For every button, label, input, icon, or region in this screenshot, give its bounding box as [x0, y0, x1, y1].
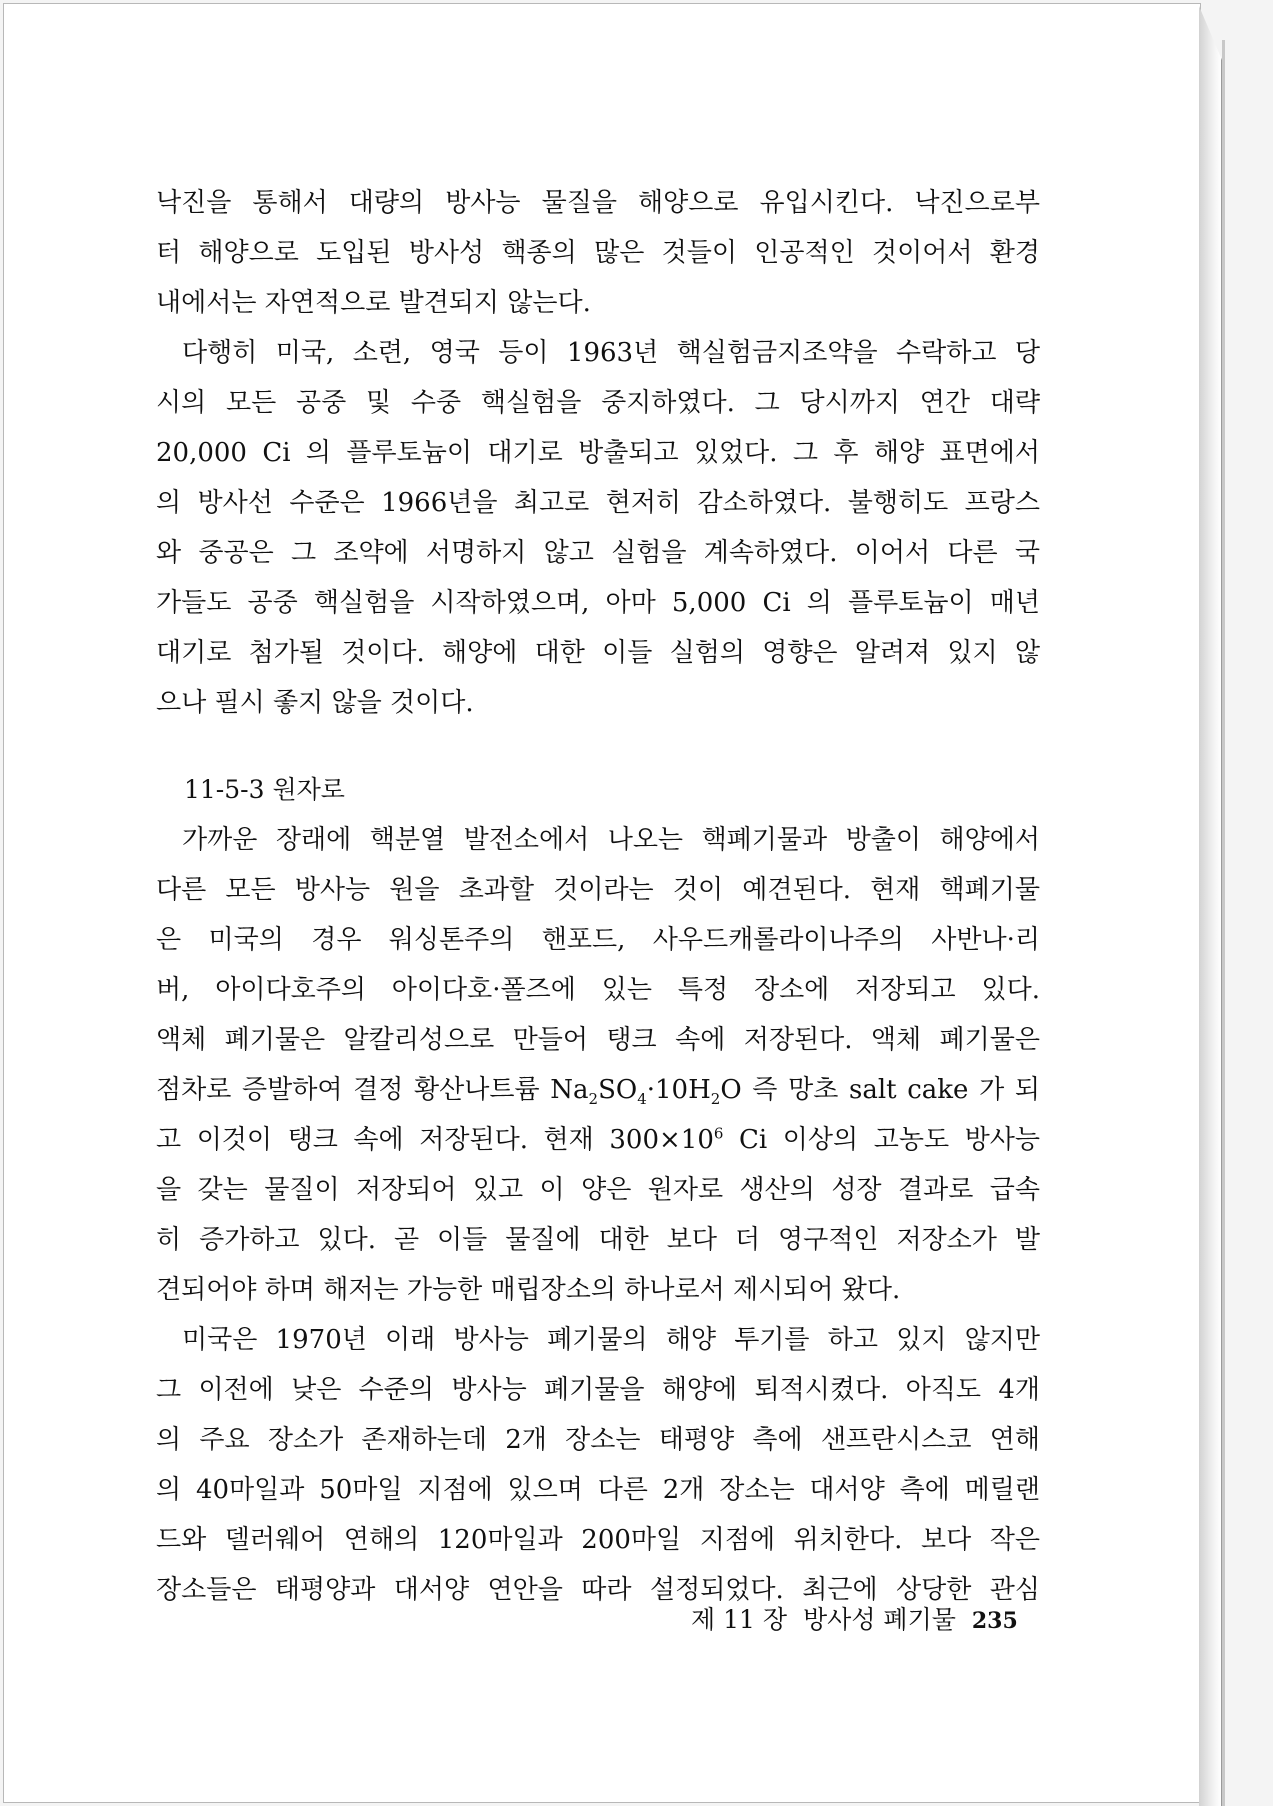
- formula-text: SO: [598, 1075, 638, 1105]
- subscript: 2: [588, 1090, 599, 1109]
- paragraph-4-line: 드와 델러웨어 연해의 120마일과 200마일 지점에 위치한다. 보다 작은: [156, 1525, 1040, 1555]
- paragraph-4-line: 미국은 1970년 이래 방사능 폐기물의 해양 투기를 하고 있지 않지만: [182, 1325, 1040, 1355]
- subscript: 4: [637, 1090, 647, 1109]
- paragraph-2-line: 시의 모든 공중 및 수중 핵실험을 중지하였다. 그 당시까지 연간 대략: [156, 388, 1040, 418]
- paragraph-2-line: 대기로 첨가될 것이다. 해양에 대한 이들 실험의 영향은 알려져 있지 않: [156, 638, 1040, 668]
- page-stack-edge: [1199, 6, 1222, 1806]
- paragraph-4-line: 장소들은 태평양과 대서양 연안을 따라 설정되었다. 최근에 상당한 관심: [156, 1575, 1040, 1605]
- paragraph-4-line: 그 이전에 낮은 수준의 방사능 폐기물을 해양에 퇴적시켰다. 아직도 4개: [156, 1375, 1040, 1405]
- page-number: 235: [971, 1608, 1018, 1634]
- paragraph-1-line: 내에서는 자연적으로 발견되지 않는다.: [156, 288, 591, 318]
- paragraph-2-line: 의 방사선 수준은 1966년을 최고로 현저히 감소하였다. 불행히도 프랑스: [156, 488, 1040, 518]
- chapter-label: 제 11 장: [691, 1605, 788, 1634]
- paragraph-2-line: 가들도 공중 핵실험을 시작하였으며, 아마 5,000 Ci 의 플루토늄이 매년: [156, 588, 1040, 618]
- paragraph-2-line: 와 중공은 그 조약에 서명하지 않고 실험을 계속하였다. 이어서 다른 국: [156, 538, 1040, 568]
- formula-text: 점차로 증발하여 결정 황산나트륨 Na: [156, 1075, 589, 1105]
- paragraph-3-line: 버, 아이다호주의 아이다호·폴즈에 있는 특정 장소에 저장되고 있다.: [156, 975, 1040, 1005]
- paragraph-1-line: 터 해양으로 도입된 방사성 핵종의 많은 것들이 인공적인 것이어서 환경: [156, 238, 1040, 268]
- paragraph-3-line: 은 미국의 경우 워싱톤주의 핸포드, 사우드캐롤라이나주의 사반나·리: [156, 925, 1040, 955]
- page-shadow: [1222, 40, 1225, 1806]
- subscript: 2: [710, 1090, 721, 1109]
- paragraph-3-line: 액체 폐기물은 알칼리성으로 만들어 탱크 속에 저장된다. 액체 폐기물은: [156, 1025, 1040, 1055]
- paragraph-2-line: 20,000 Ci 의 플루토늄이 대기로 방출되고 있었다. 그 후 해양 표면에서: [156, 438, 1040, 468]
- exponent-text: 고 이것이 탱크 속에 저장된다. 현재 300×10: [156, 1125, 714, 1155]
- paragraph-2-line: 다행히 미국, 소련, 영국 등이 1963년 핵실험금지조약을 수락하고 당: [182, 338, 1040, 368]
- paragraph-4-line: 의 주요 장소가 존재하는데 2개 장소는 태평양 측에 샌프란시스코 연해: [156, 1425, 1040, 1455]
- exponent-text: Ci 이상의 고농도 방사능: [723, 1125, 1040, 1155]
- paragraph-3-line-formula: [156, 1072, 1040, 1108]
- book-page: [3, 3, 1201, 1803]
- paragraph-2-line: 으나 필시 좋지 않을 것이다.: [156, 688, 474, 718]
- paragraph-1-line: 낙진을 통해서 대량의 방사능 물질을 해양으로 유입시킨다. 낙진으로부: [156, 188, 1040, 218]
- page-footer: [691, 1602, 1018, 1639]
- chapter-title: 방사성 폐기물: [803, 1605, 956, 1634]
- formula-text: O 즉 망초 salt cake 가 되: [720, 1075, 1040, 1105]
- paragraph-3-line: 가까운 장래에 핵분열 발전소에서 나오는 핵폐기물과 방출이 해양에서: [182, 825, 1040, 855]
- paragraph-3-line-exponent: [156, 1122, 1040, 1158]
- superscript: 6: [713, 1124, 724, 1143]
- paragraph-3-line: 견되어야 하며 해저는 가능한 매립장소의 하나로서 제시되어 왔다.: [156, 1275, 901, 1305]
- formula-text: ·10H: [646, 1075, 711, 1105]
- paragraph-3-line: 히 증가하고 있다. 곧 이들 물질에 대한 보다 더 영구적인 저장소가 발: [156, 1225, 1040, 1255]
- paragraph-3-line: 을 갖는 물질이 저장되어 있고 이 양은 원자로 생산의 성장 결과로 급속: [156, 1175, 1040, 1205]
- section-heading: 11-5-3 원자로: [184, 775, 345, 804]
- paragraph-4-line: 의 40마일과 50마일 지점에 있으며 다른 2개 장소는 대서양 측에 메릴랜: [156, 1475, 1040, 1505]
- paragraph-3-line: 다른 모든 방사능 원을 초과할 것이라는 것이 예견된다. 현재 핵폐기물: [156, 875, 1040, 905]
